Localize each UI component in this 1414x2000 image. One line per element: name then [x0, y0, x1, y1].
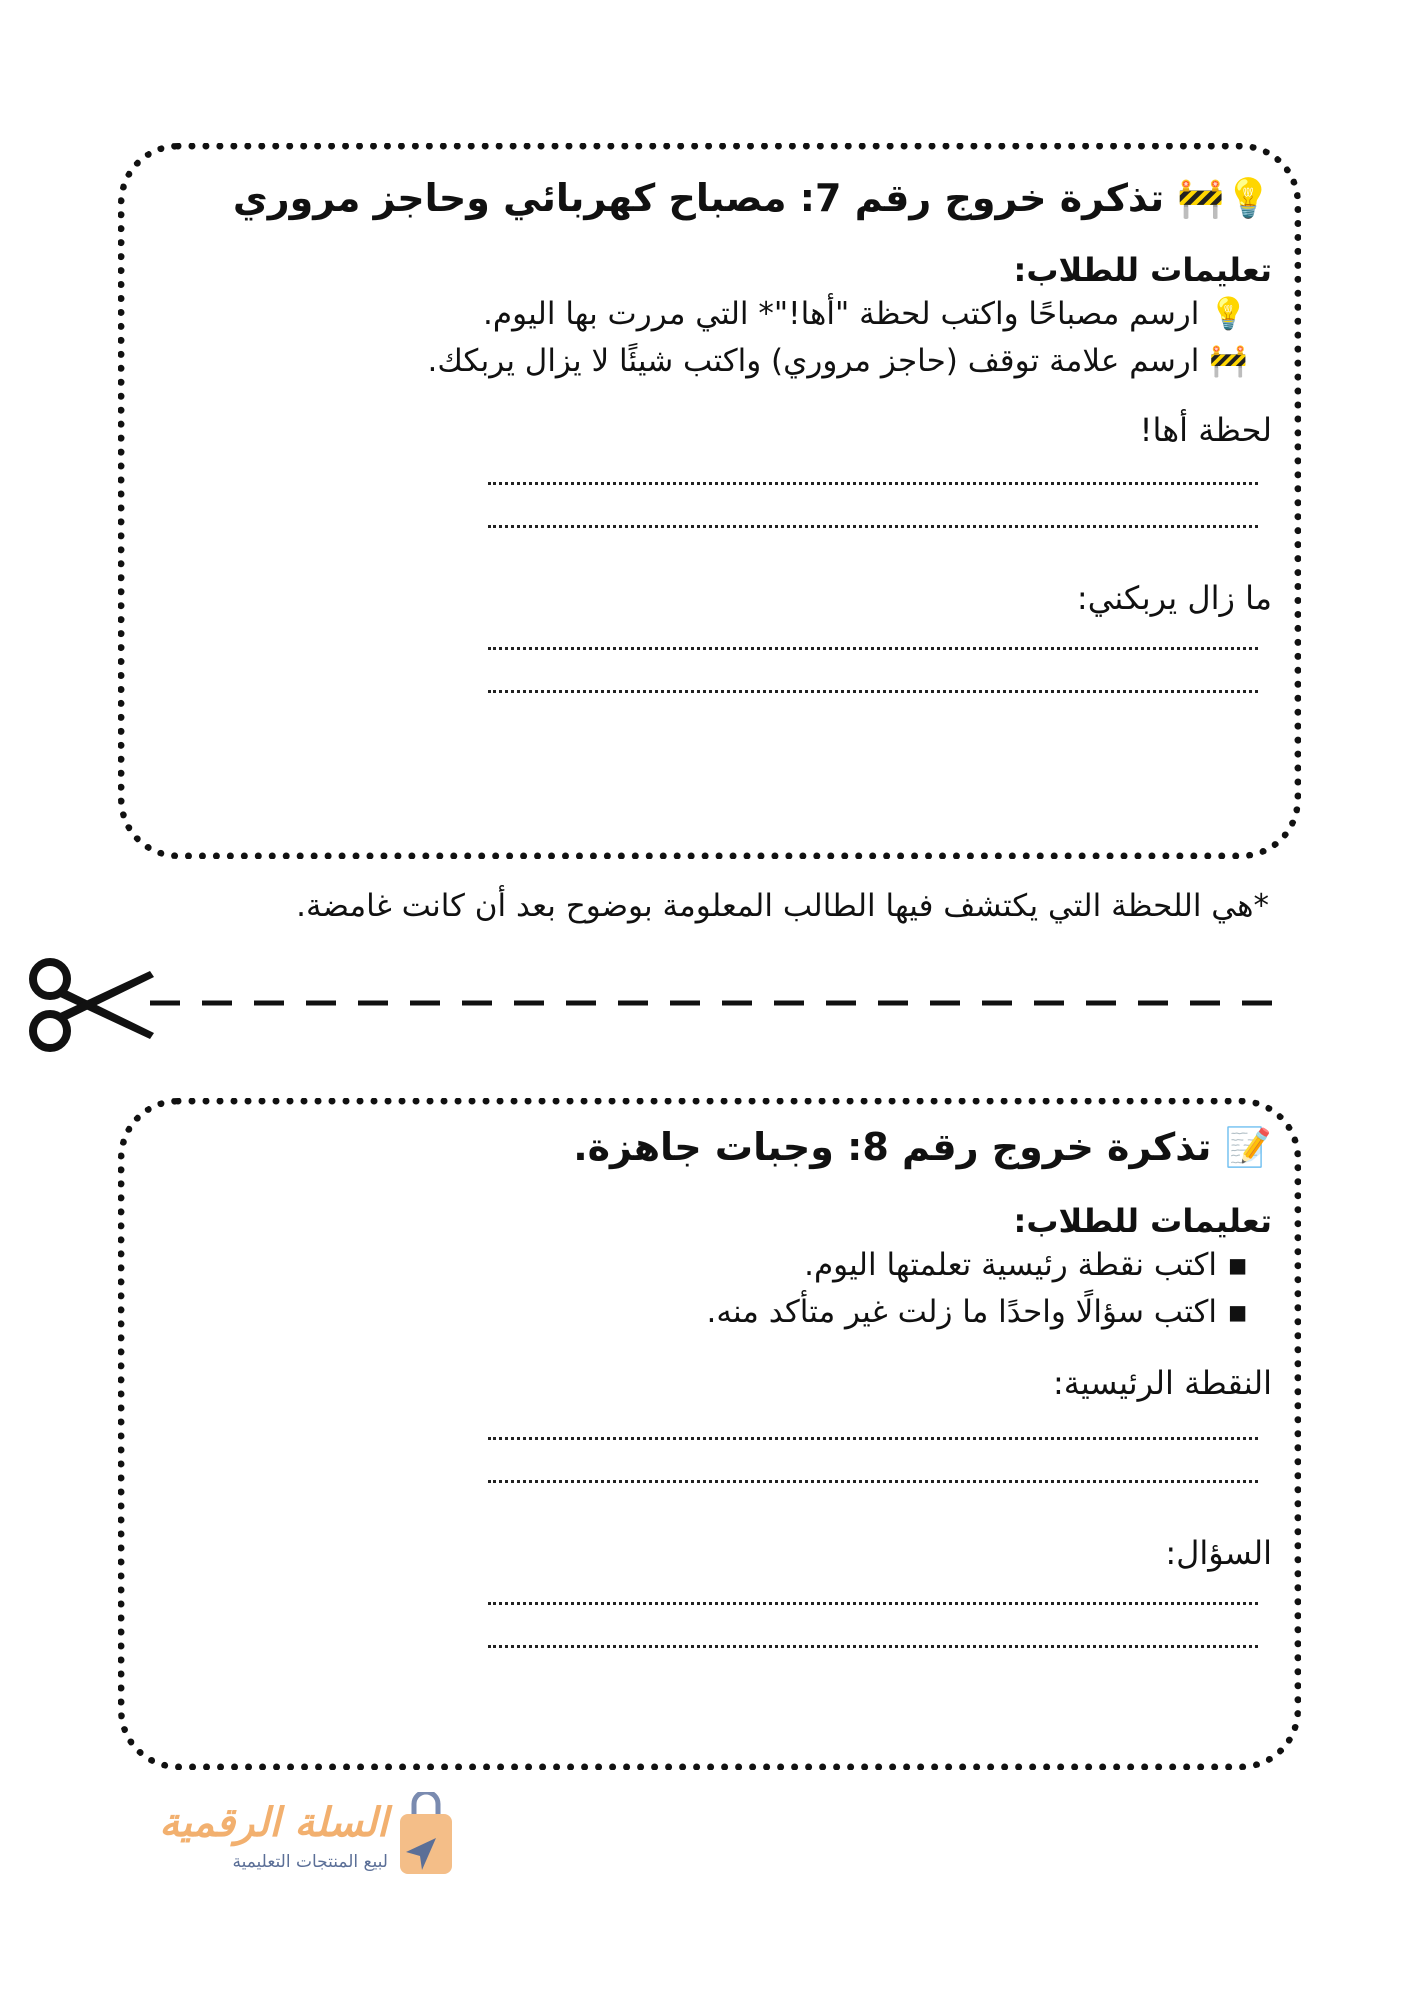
- shopping-bag-icon: [396, 1792, 456, 1877]
- brand-tagline: لبيع المنتجات التعليمية: [232, 1852, 388, 1872]
- ticket-8-instructions-heading: تعليمات للطلاب:: [1013, 1201, 1272, 1240]
- question-label: السؤال:: [1165, 1533, 1272, 1572]
- ticket-8-bullet-1: ▪اكتب نقطة رئيسية تعلمتها اليوم.: [147, 1242, 1272, 1289]
- exit-ticket-7-card: [118, 143, 1301, 859]
- exit-ticket-8-card: [118, 1098, 1301, 1770]
- ticket-8-title: 📝 تذكرة خروج رقم 8: وجبات جاهزة.: [573, 1125, 1272, 1169]
- construction-barrier-icon: 🚧: [1209, 342, 1248, 379]
- main-point-line-1[interactable]: [488, 1437, 1258, 1440]
- aha-footnote: *هي اللحظة التي يكتشف فيها الطالب المعلومة بوضوح بعد أن كانت غامضة.: [296, 888, 1269, 924]
- question-line-1[interactable]: [488, 1602, 1258, 1605]
- ticket-7-instructions-heading: تعليمات للطلاب:: [1013, 250, 1272, 289]
- ticket-8-bullet-2: ▪اكتب سؤالًا واحدًا ما زلت غير متأكد منه.: [147, 1289, 1272, 1336]
- square-bullet-icon: ▪: [1226, 1293, 1248, 1330]
- confused-answer-line-1[interactable]: [488, 647, 1258, 650]
- aha-moment-label: لحظة أها!: [1139, 411, 1272, 450]
- aha-answer-line-2[interactable]: [488, 525, 1258, 528]
- light-bulb-icon: 💡: [1209, 296, 1248, 333]
- main-point-line-2[interactable]: [488, 1480, 1258, 1483]
- aha-answer-line-1[interactable]: [488, 482, 1258, 485]
- brand-logo: [144, 1782, 464, 1892]
- ticket-7-bullet-2: 🚧ارسم علامة توقف (حاجز مروري) واكتب شيئًا لا يزال يربكك.: [147, 338, 1272, 385]
- brand-name: السلة الرقمية: [159, 1800, 388, 1846]
- main-point-label: النقطة الرئيسية:: [1052, 1364, 1272, 1403]
- confused-answer-line-2[interactable]: [488, 690, 1258, 693]
- cut-dashed-line: [150, 998, 1290, 1008]
- scissors-icon: [26, 955, 156, 1055]
- square-bullet-icon: ▪: [1226, 1247, 1248, 1284]
- ticket-7-bullet-1: 💡ارسم مصباحًا واكتب لحظة "أها!"* التي مررت بها اليوم.: [147, 291, 1272, 338]
- still-confused-label: ما زال يربكني:: [1076, 578, 1272, 617]
- ticket-7-title: 💡🚧 تذكرة خروج رقم 7: مصباح كهربائي وحاجز مروري: [232, 176, 1272, 220]
- question-line-2[interactable]: [488, 1645, 1258, 1648]
